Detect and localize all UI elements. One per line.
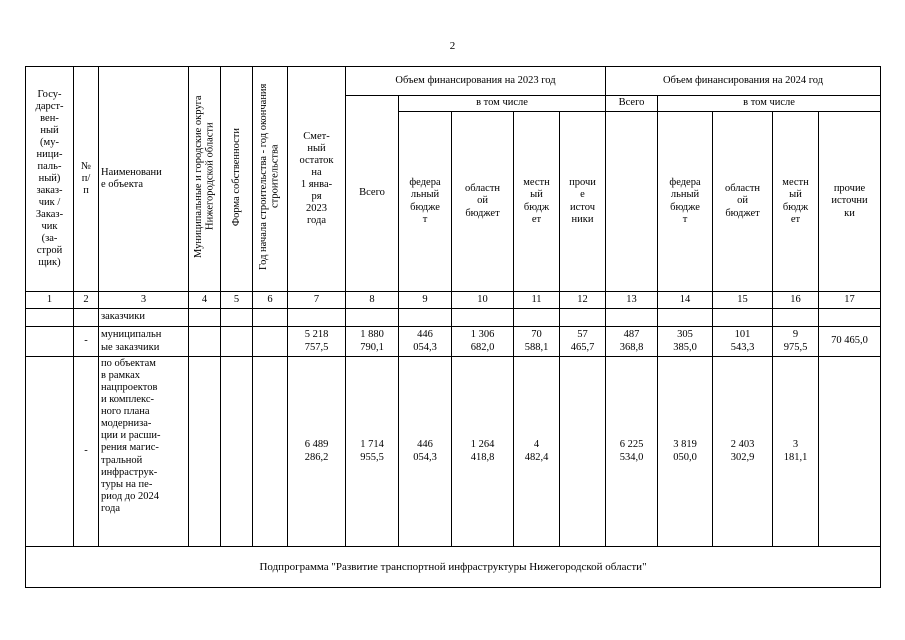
row1-col9	[399, 309, 452, 327]
row1-col4	[189, 309, 221, 327]
row2-col6	[253, 327, 288, 357]
row2-col11: 70 588,1	[514, 327, 560, 357]
row3-col17	[819, 357, 881, 547]
header-other-2023: прочи е источ ники	[560, 112, 606, 292]
colnum-13: 13	[606, 292, 658, 309]
row1-col10	[452, 309, 514, 327]
table-row	[26, 309, 881, 327]
row1-col12	[560, 309, 606, 327]
header-customer: Госу- дарст- вен- ный (му- ници- паль- ный) заказ- чик / Заказ- чик (за- строй щик)	[26, 67, 74, 292]
row1-col7	[288, 309, 346, 327]
row1-col6	[253, 309, 288, 327]
colnum-14: 14	[658, 292, 713, 309]
row1-col5	[221, 309, 253, 327]
subprogram-title: Подпрограмма "Развитие транспортной инфраструктуры Нижегородской области"	[26, 547, 881, 588]
colnum-6: 6	[253, 292, 288, 309]
row1-col14	[658, 309, 713, 327]
row3-col5	[221, 357, 253, 547]
row2-col16: 9 975,5	[773, 327, 819, 357]
row1-col17	[819, 309, 881, 327]
header-num: № п/ п	[74, 67, 99, 292]
header-years-text: Год начала строительства - год окончания строительства	[258, 83, 281, 271]
colnum-9: 9	[399, 292, 452, 309]
financing-table	[25, 66, 881, 588]
row2-col1	[26, 327, 74, 357]
row3-col6	[253, 357, 288, 547]
colnum-17: 17	[819, 292, 881, 309]
row3-col7: 6 489 286,2	[288, 357, 346, 547]
colnum-3: 3	[99, 292, 189, 309]
colnum-5: 5	[221, 292, 253, 309]
header-total-2024-blank	[606, 112, 658, 292]
row2-col8: 1 880 790,1	[346, 327, 399, 357]
header-total-2024: Всего	[606, 96, 658, 112]
header-local-2023: местн ый бюдж ет	[514, 112, 560, 292]
row2-col10: 1 306 682,0	[452, 327, 514, 357]
header-municipal	[189, 67, 221, 292]
header-object-name: Наименовани е объекта	[99, 67, 189, 292]
header-including-2023: в том числе	[399, 96, 606, 112]
row2-col3: муниципальн ые заказчики	[99, 327, 189, 357]
row2-col9: 446 054,3	[399, 327, 452, 357]
table-row	[26, 357, 881, 547]
row2-col13: 487 368,8	[606, 327, 658, 357]
row2-col14: 305 385,0	[658, 327, 713, 357]
table-row	[26, 327, 881, 357]
row3-col15: 2 403 302,9	[713, 357, 773, 547]
header-regional-2023: областн ой бюджет	[452, 112, 514, 292]
page-number: 2	[449, 40, 456, 52]
header-total-2023: Всего	[346, 96, 399, 292]
colnum-8: 8	[346, 292, 399, 309]
row3-col9: 446 054,3	[399, 357, 452, 547]
row3-col12	[560, 357, 606, 547]
row3-col4	[189, 357, 221, 547]
header-ownership	[221, 67, 253, 292]
colnum-2: 2	[74, 292, 99, 309]
header-other-2024: прочие источни ки	[819, 112, 881, 292]
row3-col11: 4 482,4	[514, 357, 560, 547]
header-years	[253, 67, 288, 292]
row2-col5	[221, 327, 253, 357]
colnum-11: 11	[514, 292, 560, 309]
colnum-12: 12	[560, 292, 606, 309]
row3-col10: 1 264 418,8	[452, 357, 514, 547]
row3-col2: -	[74, 357, 99, 547]
colnum-1: 1	[26, 292, 74, 309]
colnum-10: 10	[452, 292, 514, 309]
row1-col8	[346, 309, 399, 327]
header-federal-2024: федера льный бюдже т	[658, 112, 713, 292]
header-municipal-text: Муниципальные и городские округа Нижегородской области	[192, 95, 216, 259]
header-balance: Смет- ный остаток на 1 янва- ря 2023 года	[288, 67, 346, 292]
row3-col16: 3 181,1	[773, 357, 819, 547]
row1-col3: заказчики	[99, 309, 189, 327]
row2-col7: 5 218 757,5	[288, 327, 346, 357]
row3-col14: 3 819 050,0	[658, 357, 713, 547]
colnum-4: 4	[189, 292, 221, 309]
row1-col2	[74, 309, 99, 327]
header-including-2024: в том числе	[658, 96, 881, 112]
row2-col4	[189, 327, 221, 357]
header-local-2024: местн ый бюдж ет	[773, 112, 819, 292]
row1-col13	[606, 309, 658, 327]
row1-col11	[514, 309, 560, 327]
row2-col15: 101 543,3	[713, 327, 773, 357]
colnum-7: 7	[288, 292, 346, 309]
row2-col2: -	[74, 327, 99, 357]
header-ownership-text: Форма собственности	[230, 127, 242, 227]
row2-col12: 57 465,7	[560, 327, 606, 357]
header-federal-2023: федера льный бюдже т	[399, 112, 452, 292]
row1-col15	[713, 309, 773, 327]
header-fin-2024: Объем финансирования на 2024 год	[606, 67, 881, 96]
colnum-16: 16	[773, 292, 819, 309]
header-regional-2024: областн ой бюджет	[713, 112, 773, 292]
row1-col1	[26, 309, 74, 327]
header-fin-2023: Объем финансирования на 2023 год	[346, 67, 606, 96]
row1-col16	[773, 309, 819, 327]
row3-col13: 6 225 534,0	[606, 357, 658, 547]
colnum-15: 15	[713, 292, 773, 309]
row3-col1	[26, 357, 74, 547]
row3-col8: 1 714 955,5	[346, 357, 399, 547]
row3-col3: по объектам в рамках нацпроектов и комплекс- ного плана модерниза- ции и расши- рения магис- тральной инфраструк- туры на пе- риод до 2024 года	[99, 357, 189, 547]
column-numbers-row	[26, 292, 881, 309]
row2-col17: 70 465,0	[819, 327, 881, 357]
